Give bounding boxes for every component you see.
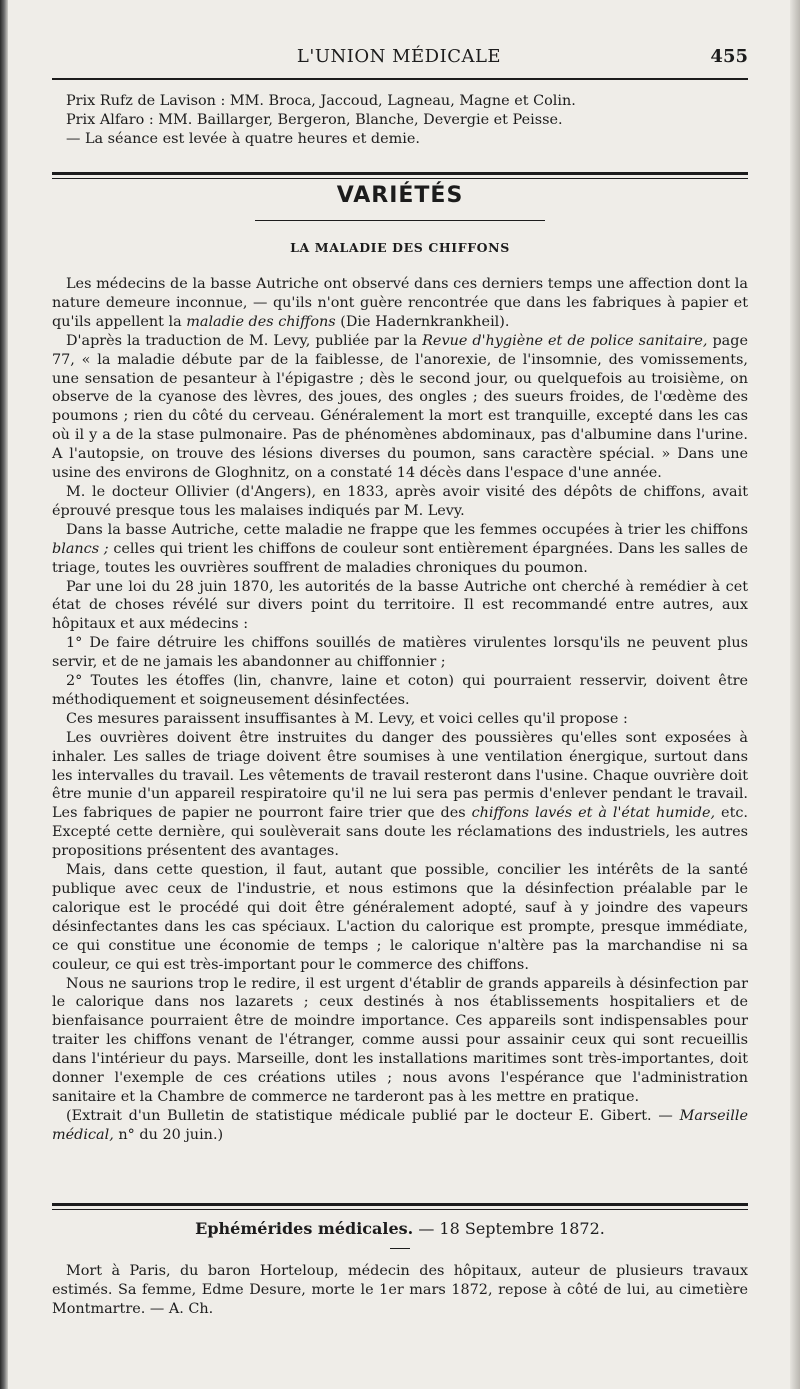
paragraph: M. le docteur Ollivier (d'Angers), en 1833, après avoir visité des dépôts de chiffons, avait éprouvé presque tous les malaises indiqués par M. Levy. <box>52 483 748 519</box>
paragraph: Nous ne saurions trop le redire, il est urgent d'établir de grands appareils à désinfection par le calorique dans nos lazarets ; ceux destinés à nos établissements hospitaliers et de bienfaisance pourraient être de moindre importance. Ces appareils sont indispensables pour traiter les chiffons venant de l'étranger, comme aussi pour assainir ceux qui sont recueillis dans l'intérieur du pays. Marseille, dont les installations maritimes sont très-importantes, doit donner l'exemple de ces créations utiles ; nous avons l'espérance que l'administration sanitaire et la Chambre de commerce ne tarderont pas à les mettre en pratique. <box>52 975 748 1105</box>
running-head <box>50 44 748 74</box>
prize-list <box>52 92 748 149</box>
paragraph: D'après la traduction de M. Levy, publiée par la Revue d'hygiène et de police sanitaire, page 77, « la maladie débute par de la faiblesse, de l'anorexie, de l'insomnie, des vomissements, une sensation de pesanteur à l'épigastre ; dès le second jour, ou quelquefois au troisième, on observe de la cyanose des lèvres, des joues, des ongles ; des sueurs froides, de l'œdème des poumons ; rien du côté du cerveau. Généralement la mort est tranquille, excepté dans les cas où il y a de la stase pulmonaire. Pas de phénomènes abdominaux, pas d'albumine dans l'urine. A l'autopsie, on trouve des lésions diverses du poumon, sans caractère spécial. » Dans une usine des environs de Gloghnitz, on a constaté 14 décès dans l'espace d'une année. <box>52 332 748 482</box>
ephemerides-heading <box>0 1219 800 1238</box>
ephemerides-body <box>52 1262 748 1319</box>
section-title: VARIÉTÉS <box>336 183 464 208</box>
list-item: 2° Toutes les étoffes (lin, chanvre, laine et coton) qui pourraient resservir, doivent être méthodiquement et soigneusement désinfectées. <box>52 673 748 708</box>
section-rule-bottom <box>52 1203 748 1206</box>
citation: (Extrait d'un Bulletin de statistique médicale publié par le docteur E. Gibert. — Marseille médical, n° du 20 juin.) <box>52 1107 748 1143</box>
section-rule-top <box>52 172 748 175</box>
page-number: 455 <box>710 46 748 67</box>
paragraph: Les médecins de la basse Autriche ont observé dans ces derniers temps une affection dont la nature demeure inconnue, — qu'ils n'ont guère rencontrée que dans les fabriques à papier et qu'ils appellent la maladie des chiffons (Die Hadernkrankheil). <box>52 276 748 330</box>
title-underline <box>255 220 545 221</box>
page-binding-shadow <box>0 0 8 1389</box>
page-edge <box>790 0 800 1389</box>
section-rule-bottom-thin <box>52 1209 748 1210</box>
ephemerides-title: Ephémérides médicales. <box>195 1219 414 1238</box>
article-title: LA MALADIE DES CHIFFONS <box>290 240 510 255</box>
paragraph: Les ouvrières doivent être instruites du danger des poussières qu'elles sont exposées à inhaler. Les salles de triage doivent être soumises à une ventilation énergique, surtout dans les intervalles du travail. Les vêtements de travail resteront dans l'usine. Chaque ouvrière doit être munie d'un appareil respiratoire qu'il ne lui sera pas permis d'enlever pendant le travail. Les fabriques de papier ne pourront faire trier que des chiffons lavés et à l'état humide, etc. Excepté cette dernière, qui soulèverait sans doute les réclamations des industriels, les autres propositions présentent des avantages. <box>52 729 748 860</box>
closing-line: — La séance est levée à quatre heures et demie. <box>66 130 421 147</box>
section-rule-top-thin <box>52 178 748 179</box>
prize-line: Prix Alfaro : MM. Baillarger, Bergeron, Blanche, Devergie et Peisse. <box>66 111 563 128</box>
ephemerides-dash <box>390 1248 410 1249</box>
article-body <box>52 275 748 1145</box>
paragraph: Mort à Paris, du baron Horteloup, médecin des hôpitaux, auteur de plusieurs travaux estimés. Sa femme, Edme Desure, morte le 1er mars 1872, repose à côté de lui, au cimetière Montmartre. — A. Ch. <box>52 1263 748 1317</box>
paragraph: Dans la basse Autriche, cette maladie ne frappe que les femmes occupées à trier les chiffons blancs ; celles qui trient les chiffons de couleur sont entièrement épargnées. Dans les salles de triage, toutes les ouvrières souffrent de maladies chroniques du poumon. <box>52 521 749 576</box>
ephemerides-date: — 18 Septembre 1872. <box>413 1219 605 1238</box>
paragraph: Par une loi du 28 juin 1870, les autorités de la basse Autriche ont cherché à remédier à cet état de choses révélé sur divers point du territoire. Il est recommandé entre autres, aux hôpitaux et aux médecins : <box>52 578 748 633</box>
prize-line: Prix Rufz de Lavison : MM. Broca, Jaccoud, Lagneau, Magne et Colin. <box>66 93 576 109</box>
list-item: 1° De faire détruire les chiffons souillés de matières virulentes lorsqu'ils ne peuvent plus servir, et de ne jamais les abandonner au chiffonnier ; <box>52 635 748 671</box>
paragraph: Mais, dans cette question, il faut, autant que possible, concilier les intérêts de la santé publique avec ceux de l'industrie, et nous estimons que la désinfection préalable par le calorique est le procédé qui doit être généralement adopté, sauf à y joindre des vapeurs désinfectantes dans les cas spéciaux. L'action du calorique est prompte, presque immédiate, ce qui constitue une économie de temps ; le calorique n'altère pas la marchandise ni sa couleur, ce qui est très-important pour le commerce des chiffons. <box>52 862 748 973</box>
header-rule <box>52 78 748 80</box>
paragraph: Ces mesures paraissent insuffisantes à M. Levy, et voici celles qu'il propose : <box>66 710 628 727</box>
running-title: L'UNION MÉDICALE <box>296 46 502 67</box>
